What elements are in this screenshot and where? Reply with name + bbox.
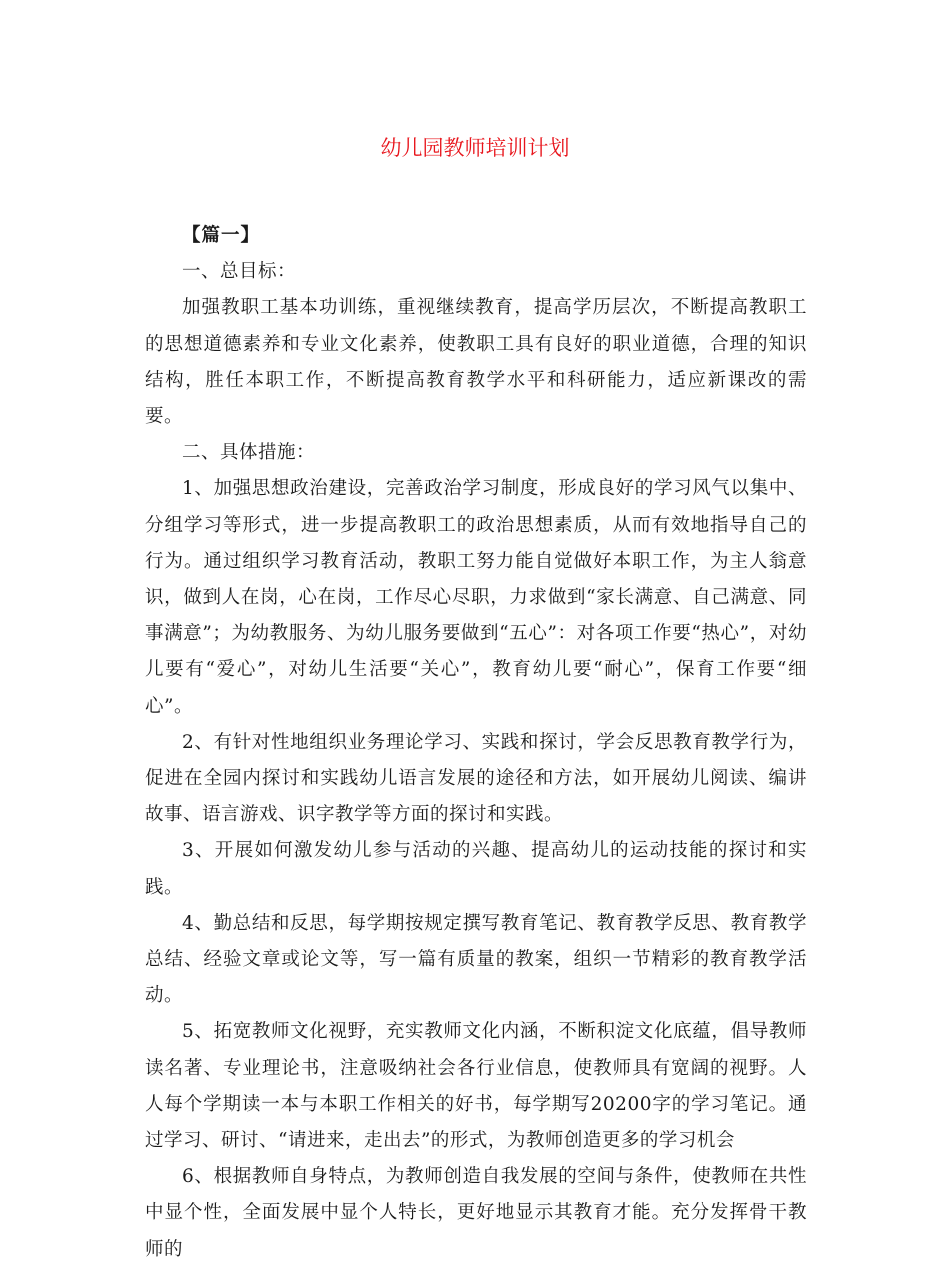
document-body bbox=[145, 218, 807, 1268]
paragraph-measure-1: 1、加强思想政治建设，完善政治学习制度，形成良好的学习风气以集中、分组学习等形式，进一步提高教职工的政治思想素质，从而有效地指导自己的行为。通过组织学习教育活动，教职工努力能自觉做好本职工作，为主人翁意识，做到人在岗，心在岗，工作尽心尽职，力求做到“家长满意、自己满意、同事满意”；为幼教服务、为幼儿服务要做到“五心”：对各项工作要“热心”，对幼儿要有“爱心”，对幼儿生活要“关心”，教育幼儿要“耐心”，保育工作要“细心”。 bbox=[145, 478, 807, 717]
paragraph-measure-4: 4、勤总结和反思，每学期按规定撰写教育笔记、教育教学反思、教育教学总结、经验文章或论文等，写一篇有质量的教案，组织一节精彩的教育教学活动。 bbox=[145, 912, 807, 1007]
document-title: 幼儿园教师培训计划 bbox=[380, 136, 570, 160]
paragraph-measure-2: 2、有针对性地组织业务理论学习、实践和探讨，学会反思教育教学行为，促进在全园内探讨和实践幼儿语言发展的途径和方法，如开展幼儿阅读、编讲故事、语言游戏、识字教学等方面的探讨和实践。 bbox=[145, 731, 807, 826]
paragraph-measure-6: 6、根据教师自身特点，为教师创造自我发展的空间与条件，使教师在共性中显个性，全面发展中显个人特长，更好地显示其教育才能。充分发挥骨干教师的 bbox=[145, 1166, 807, 1260]
paragraph-general-goal: 加强教职工基本功训练，重视继续教育，提高学历层次，不断提高教职工的思想道德素养和专业文化素养，使教职工具有良好的职业道德，合理的知识结构，胜任本职工作，不断提高教育教学水平和科研能力，适应新课改的需要。 bbox=[145, 297, 807, 428]
paragraph-measure-3: 3、开展如何激发幼儿参与活动的兴趣、提高幼儿的运动技能的探讨和实践。 bbox=[145, 840, 807, 898]
heading-specific-measures: 二、具体措施： bbox=[182, 442, 316, 464]
heading-general-goal: 一、总目标： bbox=[182, 261, 297, 283]
paragraph-measure-5: 5、拓宽教师文化视野，充实教师文化内涵，不断积淀文化底蕴，倡导教师读名著、专业理论书，注意吸纳社会各行业信息，使教师具有宽阔的视野。人人每个学期读一本与本职工作相关的好书，每学期写20200字的学习笔记。通过学习、研讨、“请进来，走出去”的形式，为教师创造更多的学习机会 bbox=[145, 1021, 807, 1152]
section-tag: 【篇一】 bbox=[182, 225, 261, 246]
